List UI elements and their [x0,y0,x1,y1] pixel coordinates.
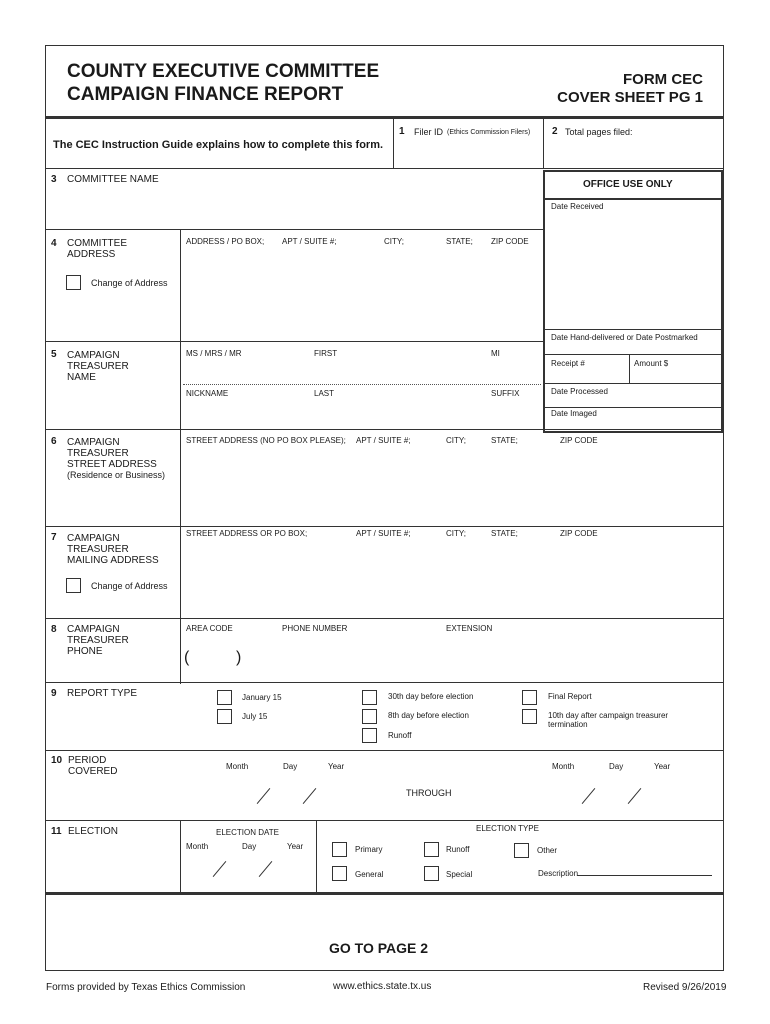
s4-apt-col: APT / SUITE #; [282,237,337,246]
s7-change-of-address-label: Change of Address [91,581,168,591]
election-description-field[interactable] [577,875,712,876]
filer-id-number: 1 [399,126,405,137]
total-pages-label: Total pages filed: [565,127,633,137]
total-pages-field[interactable] [548,140,720,166]
s4-change-of-address-checkbox[interactable] [66,275,81,290]
s6-zip-col: ZIP CODE [560,436,598,445]
report-type-july-label: July 15 [242,712,268,721]
go-to-page-2: GO TO PAGE 2 [329,940,429,956]
s10-number: 10 [51,755,63,766]
filer-id-note: (Ethics Commission Filers) [447,129,531,136]
election-special-label: Special [446,870,473,879]
office-date-hand: Date Hand-delivered or Date Postmarked [551,333,698,342]
period-start-date-field[interactable] [220,778,360,806]
treasurer-mailing-address-field[interactable] [184,542,720,614]
period-start-year: Year [328,762,345,771]
s6-city-col: CITY; [446,436,466,445]
report-type-final-checkbox[interactable] [522,690,537,705]
s6-street-col: STREET ADDRESS (NO PO BOX PLEASE); [186,436,346,445]
cover-sheet-label: COVER SHEET PG 1 [557,89,703,106]
committee-name-field[interactable] [60,190,540,226]
s7-number: 7 [51,532,57,543]
office-date-imaged: Date Imaged [551,409,597,418]
s8-phone-col: PHONE NUMBER [282,624,348,633]
s7-street-col: STREET ADDRESS OR PO BOX; [186,529,308,538]
s7-apt-col: APT / SUITE #; [356,529,411,538]
s4-change-of-address-label: Change of Address [91,278,168,288]
s6-state-col: STATE; [491,436,518,445]
s6-label-3: STREET ADDRESS [67,459,157,470]
instruction-text: The CEC Instruction Guide explains how to complete this form. [53,139,384,151]
election-month: Month [186,842,209,851]
s8-label-3: PHONE [67,646,103,657]
s7-label-2: TREASURER [67,544,129,555]
s6-apt-col: APT / SUITE #; [356,436,411,445]
s5-first-col: FIRST [314,349,338,358]
s5-last-col: LAST [314,389,335,398]
election-primary-checkbox[interactable] [332,842,347,857]
election-general-checkbox[interactable] [332,866,347,881]
s6-number: 6 [51,436,57,447]
s8-extension-col: EXTENSION [446,624,493,633]
s5-number: 5 [51,349,57,360]
footer-website[interactable]: www.ethics.state.tx.us [333,981,432,992]
election-day: Day [242,842,257,851]
form-title-line1: COUNTY EXECUTIVE COMMITTEE [67,61,380,82]
election-other-checkbox[interactable] [514,843,529,858]
office-date-processed: Date Processed [551,387,608,396]
s5-label-2: TREASURER [67,361,129,372]
s6-label-1: CAMPAIGN [67,437,120,448]
period-start-day: Day [283,762,298,771]
s8-label-2: TREASURER [67,635,129,646]
report-type-january-checkbox[interactable] [217,690,232,705]
s4-address-col: ADDRESS / PO BOX; [186,237,265,246]
area-code-close-paren: ) [236,649,242,666]
report-type-july-checkbox[interactable] [217,709,232,724]
period-end-month: Month [552,762,575,771]
through-label: THROUGH [406,788,452,798]
footer-provided-by: Forms provided by Texas Ethics Commission [46,982,246,993]
office-use-title: OFFICE USE ONLY [583,179,673,190]
s11-number: 11 [51,826,62,837]
s5-nickname-col: NICKNAME [186,389,229,398]
report-type-runoff-label: Runoff [388,731,412,740]
footer-revised: Revised 9/26/2019 [643,982,727,993]
s5-label-3: NAME [67,372,96,383]
treasurer-street-address-field[interactable] [184,450,720,522]
election-year: Year [287,842,304,851]
election-special-checkbox[interactable] [424,866,439,881]
s6-label-2: TREASURER [67,448,129,459]
treasurer-nickname-field[interactable] [184,400,540,426]
s5-mi-col: MI [491,349,500,358]
phone-number-field[interactable] [262,648,432,668]
s3-number: 3 [51,174,57,185]
election-date-label: ELECTION DATE [216,828,279,837]
s4-city-col: CITY; [384,237,404,246]
office-receipt: Receipt # [551,359,585,368]
report-type-january-label: January 15 [242,693,282,702]
s6-label-4: (Residence or Business) [67,470,166,480]
report-type-8th-day-label: 8th day before election [388,711,469,720]
s5-suffix-col: SUFFIX [491,389,520,398]
s5-label-1: CAMPAIGN [67,350,120,361]
report-type-30th-day-checkbox[interactable] [362,690,377,705]
s4-zip-col: ZIP CODE [491,237,529,246]
treasurer-name-field[interactable] [184,360,540,382]
office-date-received: Date Received [551,202,604,211]
period-end-year: Year [654,762,671,771]
extension-field[interactable] [444,648,544,668]
s7-change-of-address-checkbox[interactable] [66,578,81,593]
s5-title-col: MS / MRS / MR [186,349,242,358]
s4-number: 4 [51,238,57,249]
period-start-month: Month [226,762,249,771]
committee-address-field[interactable] [184,250,540,336]
period-end-day: Day [609,762,624,771]
office-amount: Amount $ [634,359,669,368]
area-code-open-paren: ( [184,649,190,666]
s8-label-1: CAMPAIGN [67,624,120,635]
election-description-label: Description [538,869,579,878]
report-type-label: REPORT TYPE [67,688,138,699]
s7-label-1: CAMPAIGN [67,533,120,544]
report-type-8th-day-checkbox[interactable] [362,709,377,724]
committee-name-label: COMMITTEE NAME [67,174,159,185]
s7-label-3: MAILING ADDRESS [67,555,159,566]
election-runoff-label: Runoff [446,845,470,854]
area-code-field[interactable] [192,648,234,668]
election-primary-label: Primary [355,845,383,854]
election-date-field[interactable] [184,854,312,882]
committee-address-label-1: COMMITTEE [67,238,127,249]
election-type-label: ELECTION TYPE [476,824,539,833]
s9-number: 9 [51,688,57,699]
header-rule [46,116,723,119]
s7-city-col: CITY; [446,529,466,538]
committee-address-label-2: ADDRESS [67,249,116,260]
election-general-label: General [355,870,384,879]
report-type-runoff-checkbox[interactable] [362,728,377,743]
period-end-date-field[interactable] [546,778,696,806]
filer-id-label: Filer ID [414,127,443,137]
s8-area-code-col: AREA CODE [186,624,233,633]
election-other-label: Other [537,846,558,855]
report-type-30th-day-label: 30th day before election [388,692,474,701]
s4-state-col: STATE; [446,237,473,246]
election-runoff-checkbox[interactable] [424,842,439,857]
report-type-10th-day-checkbox[interactable] [522,709,537,724]
s7-zip-col: ZIP CODE [560,529,598,538]
report-type-10th-day-label: 10th day after campaign treasurer termination [548,711,669,729]
form-code: FORM CEC [623,71,703,88]
filer-id-field[interactable] [396,140,541,166]
s8-number: 8 [51,624,57,635]
s10-label-1: PERIOD [68,755,107,766]
s10-label-2: COVERED [68,766,118,777]
s7-state-col: STATE; [491,529,518,538]
report-type-final-label: Final Report [548,692,592,701]
election-label: ELECTION [68,826,119,837]
total-pages-number: 2 [552,126,558,137]
form-title-line2: CAMPAIGN FINANCE REPORT [67,84,344,105]
